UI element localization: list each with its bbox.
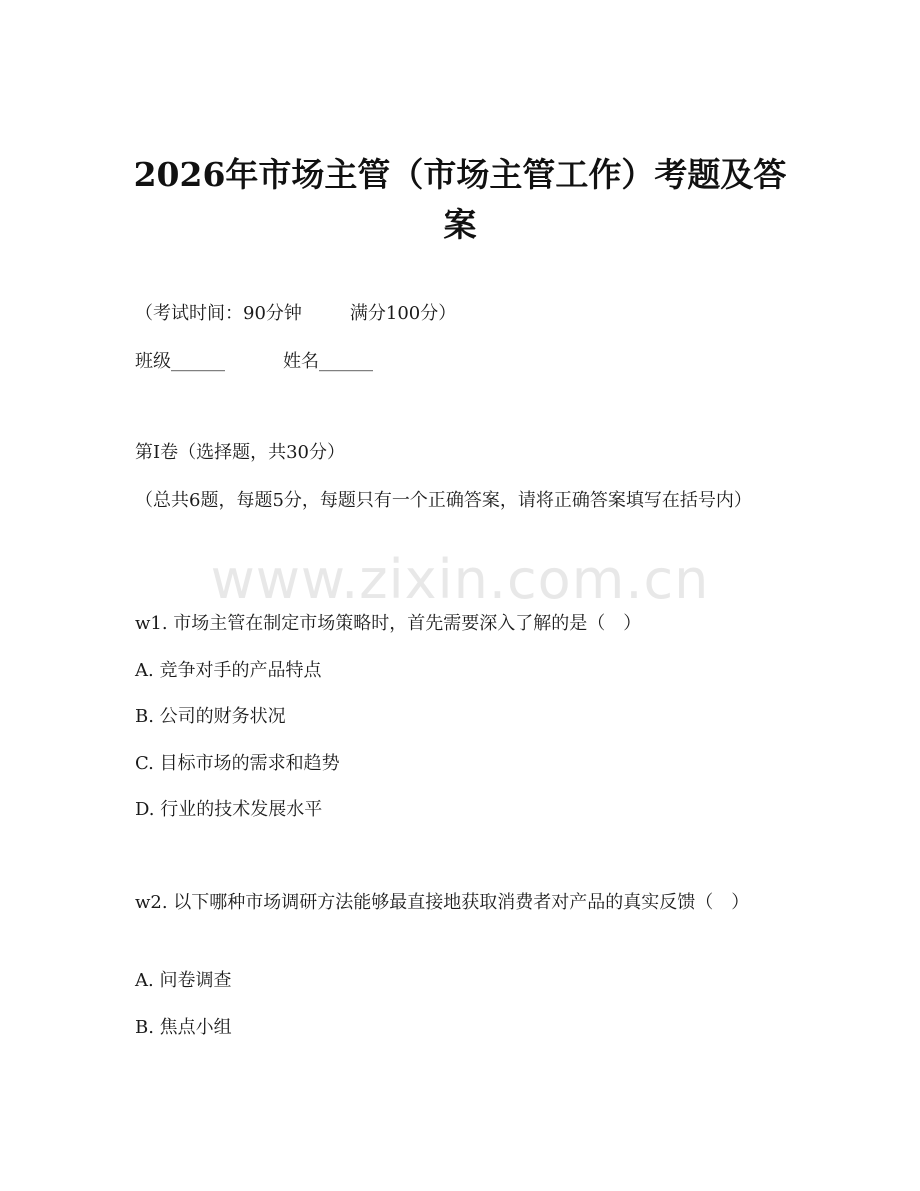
student-fields: [135, 350, 373, 374]
exam-info: [135, 302, 456, 326]
class-field: 班级______: [135, 351, 225, 372]
question-1-option-d: D. 行业的技术发展水平: [135, 799, 323, 820]
section-instructions: （总共6题，每题5分，每题只有一个正确答案，请将正确答案填写在括号内）: [135, 490, 752, 511]
document-title: 2026年市场主管（市场主管工作）考题及答案: [133, 155, 787, 244]
name-field: 姓名______: [283, 351, 373, 372]
question-2-stem: w2. 以下哪种市场调研方法能够最直接地获取消费者对产品的真实反馈（ ）: [135, 892, 750, 913]
question-1-stem: w1. 市场主管在制定市场策略时，首先需要深入了解的是（ ）: [135, 613, 642, 634]
section-heading: 第I卷（选择题，共30分）: [135, 442, 346, 463]
question-1-option-b: B. 公司的财务状况: [135, 706, 286, 727]
exam-time: （考试时间：90分钟: [135, 303, 302, 324]
question-2-option-a: A. 问卷调查: [135, 970, 232, 991]
question-1-option-a: A. 竞争对手的产品特点: [135, 660, 322, 681]
question-1-option-c: C. 目标市场的需求和趋势: [135, 753, 340, 774]
question-2-option-b: B. 焦点小组: [135, 1017, 232, 1038]
watermark: www.zixin.com.cn: [210, 548, 710, 611]
exam-score: 满分100分）: [349, 303, 457, 324]
